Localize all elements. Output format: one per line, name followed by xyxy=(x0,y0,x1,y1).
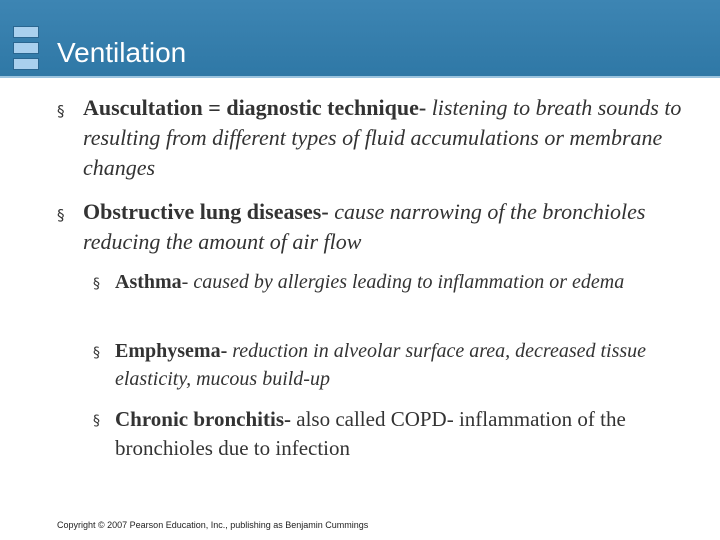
bullet-description: listening to breath sounds to resulting from different types of fluid accumulations or membrane changes xyxy=(83,95,682,180)
sub-bullet-description: also called COPD- inflammation of the bronchioles due to infection xyxy=(115,407,626,460)
bullet-description: cause narrowing of the bronchioles reducing the amount of air flow xyxy=(83,199,646,254)
bullet-term: Obstructive lung diseases- xyxy=(83,199,329,224)
bullet-term: Auscultation = diagnostic technique- xyxy=(83,95,427,120)
page-title: Ventilation xyxy=(57,37,187,68)
bullet-auscultation xyxy=(57,93,683,183)
sub-bullet-term: Asthma xyxy=(115,271,182,293)
sub-bullet-term: Chronic bronchitis- xyxy=(115,407,291,431)
sub-bullet-asthma xyxy=(93,268,705,296)
sub-bullet-marker-icon: § xyxy=(93,413,100,429)
copyright-footer: Copyright © 2007 Pearson Education, Inc., publishing as Benjamin Cummings xyxy=(57,520,369,530)
sub-bullet-marker-icon: § xyxy=(93,276,100,292)
bullet-obstructive-lung-diseases xyxy=(57,197,683,257)
bullet-marker-icon: § xyxy=(57,102,65,120)
sub-bullet-term: Emphysema- xyxy=(115,340,228,362)
sub-bullet-chronic-bronchitis xyxy=(93,405,705,463)
sub-bullet-description: reduction in alveolar surface area, decreased tissue elasticity, mucous build-up xyxy=(115,340,647,390)
bullet-marker-icon: § xyxy=(57,206,65,224)
sub-bullet-emphysema xyxy=(93,337,705,393)
sub-bullet-description: - caused by allergies leading to inflammation or edema xyxy=(181,271,625,293)
sub-bullet-marker-icon: § xyxy=(93,345,100,361)
